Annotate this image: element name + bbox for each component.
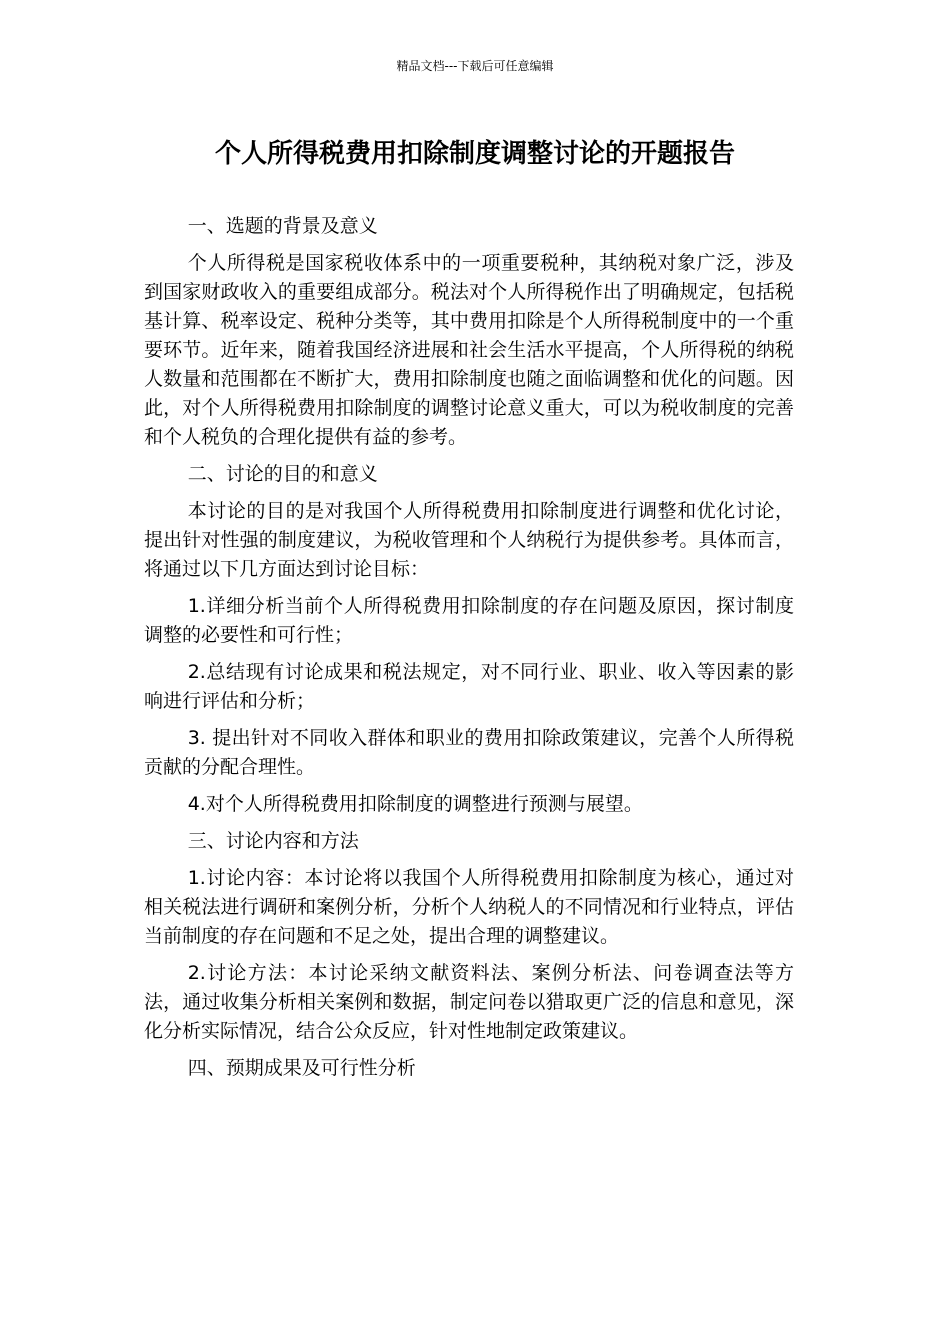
purpose-item-3: 3. 提出针对不同收入群体和职业的费用扣除政策建议，完善个人所得税贡献的分配合理性。 <box>144 727 794 778</box>
section-heading-content-method: 三、讨论内容和方法 <box>187 830 359 852</box>
page-header: 精品文档---下载后可任意编辑 <box>396 59 554 73</box>
content-item-2: 2.讨论方法：本讨论采纳文献资料法、案例分析法、问卷调查法等方法，通过收集分析相关案例和数据，制定问卷以猎取更广泛的信息和意见，深化分析实际情况，结合公众反应，针对性地制定政策建议。 <box>144 962 794 1042</box>
section-heading-purpose: 二、讨论的目的和意义 <box>187 463 378 485</box>
document-title: 个人所得税费用扣除制度调整讨论的开题报告 <box>214 139 735 169</box>
purpose-item-1: 1.详细分析当前个人所得税费用扣除制度的存在问题及原因，探讨制度调整的必要性和可行性； <box>144 595 794 646</box>
content-item-1: 1.讨论内容：本讨论将以我国个人所得税费用扣除制度为核心，通过对相关税法进行调研和案例分析，分析个人纳税人的不同情况和行业特点，评估当前制度的存在问题和不足之处，提出合理的调整建议。 <box>144 867 794 947</box>
purpose-item-4: 4.对个人所得税费用扣除制度的调整进行预测与展望。 <box>187 793 643 815</box>
section-heading-background: 一、选题的背景及意义 <box>187 215 378 237</box>
section-body-purpose: 本讨论的目的是对我国个人所得税费用扣除制度进行调整和优化讨论，提出针对性强的制度建议，为税收管理和个人纳税行为提供参考。具体而言，将通过以下几方面达到讨论目标： <box>144 500 794 580</box>
section-body-background: 个人所得税是国家税收体系中的一项重要税种，其纳税对象广泛，涉及到国家财政收入的重要组成部分。税法对个人所得税作出了明确规定，包括税基计算、税率设定、税种分类等，其中费用扣除是个人所得税制度中的一个重要环节。近年来，随着我国经济进展和社会生活水平提高，个人所得税的纳税人数量和范围都在不断扩大，费用扣除制度也随之面临调整和优化的问题。因此，对个人所得税费用扣除制度的调整讨论意义重大，可以为税收制度的完善和个人税负的合理化提供有益的参考。 <box>144 252 794 448</box>
section-heading-expected-results: 四、预期成果及可行性分析 <box>187 1057 416 1079</box>
document-body <box>144 212 794 1091</box>
purpose-item-2: 2.总结现有讨论成果和税法规定，对不同行业、职业、收入等因素的影响进行评估和分析； <box>144 661 794 712</box>
